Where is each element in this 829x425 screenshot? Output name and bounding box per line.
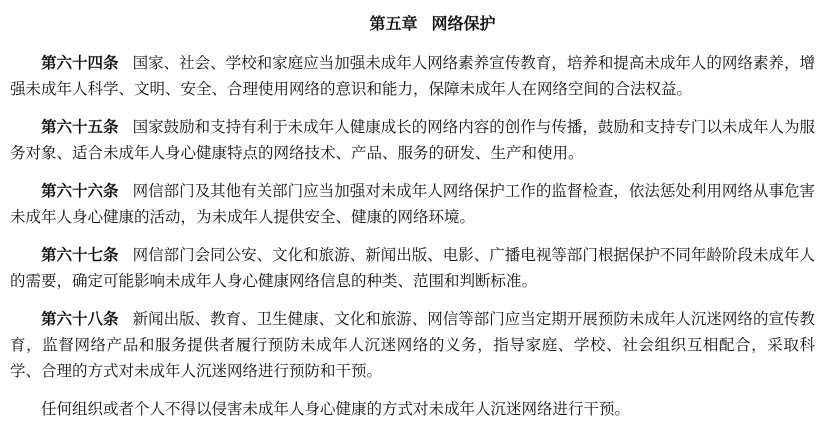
document-page [10,12,815,422]
article-number: 第六十七条 [41,245,119,264]
chapter-title: 网络保护 [431,14,496,33]
article-text: 网信部门会同公安、文化和旅游、新闻出版、电影、广播电视等部门根据保护不同年龄阶段未成年人的需要，确定可能影响未成年人身心健康网络信息的种类、范围和判断标准。 [10,246,815,290]
article-66 [10,178,815,230]
article-64 [10,50,815,102]
article-68 [10,306,815,384]
chapter-heading [10,12,815,36]
article-number: 第六十五条 [41,117,119,136]
closing-paragraph: 任何组织或者个人不得以侵害未成年人身心健康的方式对未成年人沉迷网络进行干预。 [41,400,631,418]
article-67 [10,242,815,294]
article-65 [10,114,815,166]
article-text: 国家、社会、学校和家庭应当加强未成年人网络素养宣传教育，培养和提高未成年人的网络素养，增强未成年人科学、文明、安全、合理使用网络的意识和能力，保障未成年人在网络空间的合法权益。 [10,54,815,98]
article-text: 网信部门及其他有关部门应当加强对未成年人网络保护工作的监督检查，依法惩处利用网络从事危害未成年人身心健康的活动，为未成年人提供安全、健康的网络环境。 [10,182,815,226]
article-number: 第六十八条 [41,309,119,328]
article-number: 第六十六条 [41,181,119,200]
article-number: 第六十四条 [41,53,119,72]
article-text: 国家鼓励和支持有利于未成年人健康成长的网络内容的创作与传播，鼓励和支持专门以未成年人为服务对象、适合未成年人身心健康特点的网络技术、产品、服务的研发、生产和使用。 [10,118,815,162]
chapter-number: 第五章 [369,14,418,33]
article-text: 新闻出版、教育、卫生健康、文化和旅游、网信等部门应当定期开展预防未成年人沉迷网络的宣传教育，监督网络产品和服务提供者履行预防未成年人沉迷网络的义务，指导家庭、学校、社会组织互相配合，采取科学、合理的方式对未成年人沉迷网络进行预防和干预。 [10,310,815,380]
